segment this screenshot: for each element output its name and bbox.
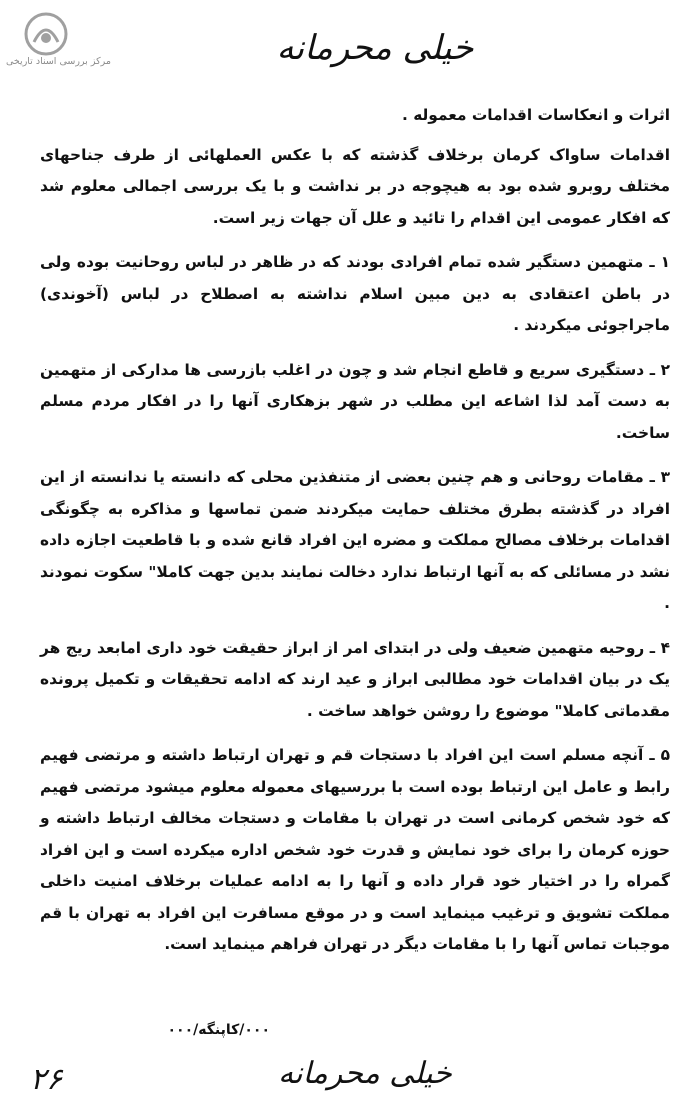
document-body (40, 100, 670, 974)
reference-code: ۰۰۰/کاپنگه/۰۰۰ (167, 1022, 270, 1038)
list-item-2: ۲ ـ دستگیری سریع و قاطع انجام شد و چون در اغلب بازرسی ها مدارکی از متهمین به دست آمد لذا اشاعه این مطلب در شهر بزهکاری آنها را در افکار مردم مسلم ساخت. (40, 360, 670, 442)
watermark-text: مرکز بررسی اسناد تاریخی (6, 56, 111, 67)
header-classification-stamp: خیلی محرمانه (276, 28, 474, 68)
archive-seal-icon (24, 12, 68, 56)
list-item-1: ۱ ـ متهمین دستگیر شده تمام افرادی بودند که در ظاهر در لباس روحانیت بوده ولی در باطن اعتقادی به دین مبین اسلام نداشته به اصطلاح در لباس (آخوندی) ماجراجوئی میکردند . (40, 253, 670, 334)
footer-classification-stamp: خیلی محرمانه (278, 1056, 452, 1091)
section-heading: اثرات و انعکاسات اقدامات معموله . (401, 106, 670, 124)
archive-watermark (6, 12, 156, 72)
intro-paragraph: اقدامات ساواک کرمان برخلاف گذشته که با عکس العملهائی از طرف جناحهای مختلف روبرو شده بود به هیچوجه در بر نداشت و با یک بررسی اجمالی معلوم شد که افکار عمومی این اقدام را تائید و علل آن جهات زیر است. (40, 145, 670, 227)
list-item-3: ۳ ـ مقامات روحانی و هم چنین بعضی از متنفذین محلی که دانسته یا ندانسته از این افراد در گذشته بطرق مختلف حمایت میکردند ضمن تماسها و مذاکره به چگونگی اقدامات برخلاف مصالح مملکت و مضره این افراد قانع شده و با قاطعیت اجازه داده نشد در مسائلی که به آنها ارتباط ندارد دخالت نمایند بدین جهت کاملا" سکوت نمودند . (40, 468, 670, 612)
list-item-5: ۵ ـ آنچه مسلم است این افراد با دستجات قم و تهران ارتباط داشته و مرتضی فهیم رابط و عامل این ارتباط بوده است با بررسیهای معموله معلوم میشود مرتضی فهیم که خود شخص کرمانی است در تهران با مقامات و دستجات مخالف ارتباط داشته و حوزه کرمان را برای خود نمایش و قدرت خود شخص اداره میکرده است و این افراد گمراه را در اختیار خود قرار داده و آنها را به ادامه عملیات برخلاف امنیت داخلی مملکت تشویق و ترغیب مینماید است و در موقع مسافرت این افراد به تهران با قم موجبات تماس آنها را با مقامات دیگر در تهران فراهم مینماید است. (40, 746, 670, 953)
list-item-4: ۴ ـ روحیه متهمین ضعیف ولی در ابتدای امر از ابراز حقیقت خود داری امابعد ریج هر یک در بیان اقدامات خود مطالبی ابراز و عید ارند که ادامه تحقیقات و تکمیل پرونده مقدماتی کاملا" موضوع را روشن خواهد ساخت . (40, 638, 670, 720)
page-number: ۲۶ (30, 1062, 63, 1097)
